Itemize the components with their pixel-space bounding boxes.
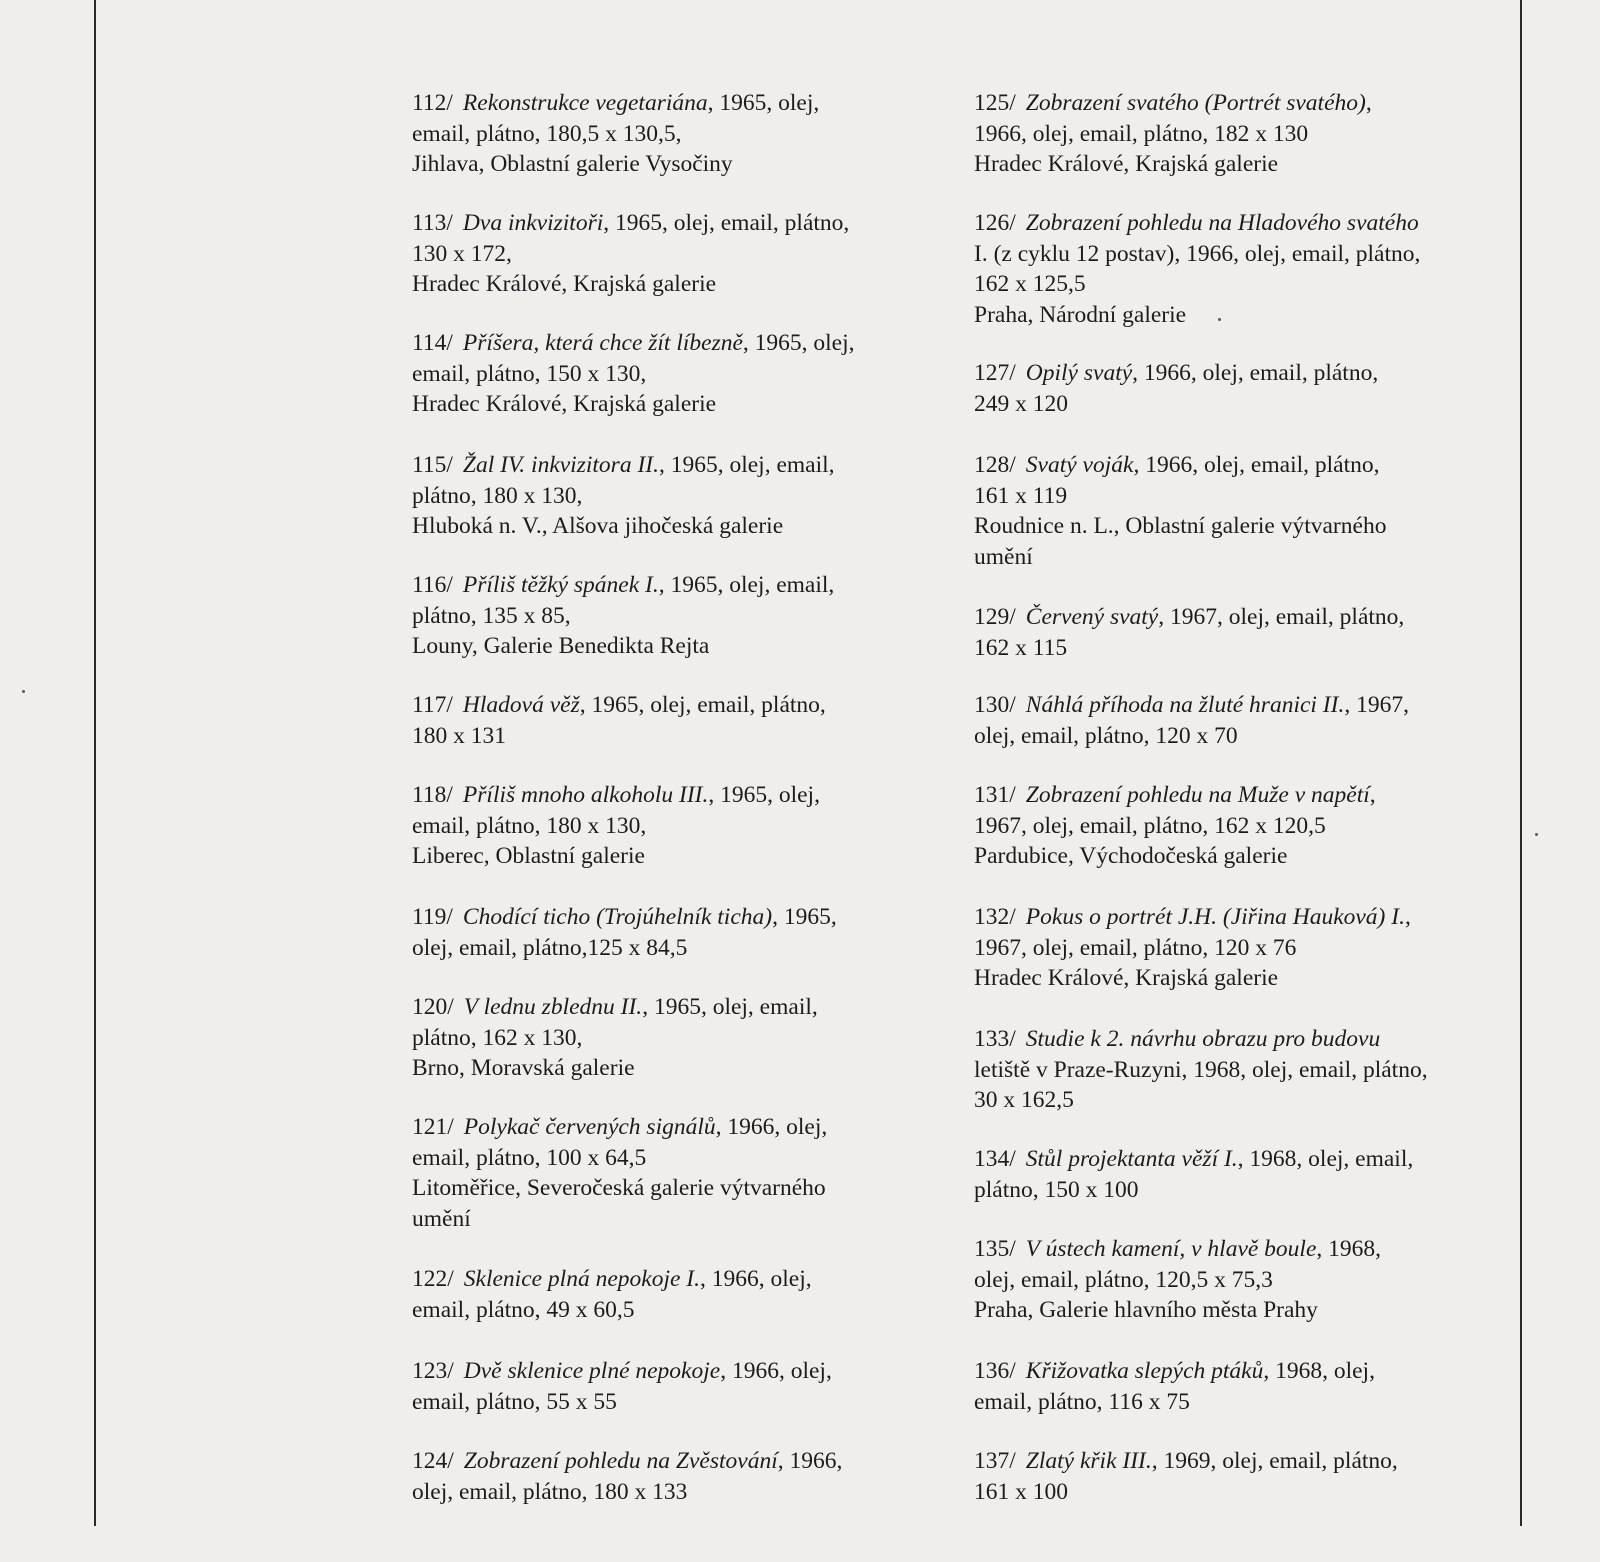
catalogue-entry: 128/ Svatý voják, 1966, olej, email, plátno, 161 x 119 Roudnice n. L., Oblastní galerie výtvarného umění <box>974 452 1387 570</box>
catalogue-entry: 124/ Zobrazení pohledu na Zvěstování, 1966, olej, email, plátno, 180 x 133 <box>412 1448 843 1505</box>
catalogue-entry: 135/ V ústech kamení, v hlavě boule, 1968, olej, email, plátno, 120,5 x 75,3 Praha, Galerie hlavního města Prahy <box>974 1236 1382 1323</box>
catalogue-entry: 119/ Chodící ticho (Trojúhelník ticha), 1965, olej, email, plátno,125 x 84,5 <box>412 904 837 961</box>
paper-speck <box>22 690 25 693</box>
catalogue-entry: 127/ Opilý svatý, 1966, olej, email, plátno, 249 x 120 <box>974 360 1379 417</box>
catalogue-entry: 126/ Zobrazení pohledu na Hladového svatého I. (z cyklu 12 postav), 1966, olej, email, plátno, 162 x 125,5 Praha, Národní galerie <box>974 210 1421 328</box>
catalogue-entry: 116/ Příliš těžký spánek I., 1965, olej, email, plátno, 135 x 85, Louny, Galerie Benedikta Rejta <box>412 572 835 659</box>
catalogue-entry: 120/ V lednu zblednu II., 1965, olej, email, plátno, 162 x 130, Brno, Moravská galerie <box>412 994 818 1081</box>
catalogue-entry: 123/ Dvě sklenice plné nepokoje, 1966, olej, email, plátno, 55 x 55 <box>412 1358 832 1415</box>
catalogue-entry: 121/ Polykač červených signálů, 1966, olej, email, plátno, 100 x 64,5 Litoměřice, Severočeská galerie výtvarného umění <box>412 1114 828 1232</box>
catalogue-entry: 130/ Náhlá příhoda na žluté hranici II., 1967, olej, email, plátno, 120 x 70 <box>974 692 1409 749</box>
left-margin-rule <box>94 0 96 1526</box>
catalogue-entry: 132/ Pokus o portrét J.H. (Jiřina Hauková) I., 1967, olej, email, plátno, 120 x 76 Hradec Králové, Krajská galerie <box>974 904 1411 991</box>
catalogue-entry: 112/ Rekonstrukce vegetariána, 1965, olej, email, plátno, 180,5 x 130,5, Jihlava, Oblastní galerie Vysočiny <box>412 90 820 177</box>
catalogue-entry: 118/ Příliš mnoho alkoholu III., 1965, olej, email, plátno, 180 x 130, Liberec, Oblastní galerie <box>412 782 820 869</box>
catalogue-entry: 122/ Sklenice plná nepokoje I., 1966, olej, email, plátno, 49 x 60,5 <box>412 1266 812 1323</box>
catalogue-entry: 129/ Červený svatý, 1967, olej, email, plátno, 162 x 115 <box>974 604 1405 661</box>
catalogue-entry: 113/ Dva inkvizitoři, 1965, olej, email, plátno, 130 x 172, Hradec Králové, Krajská galerie <box>412 210 850 297</box>
catalogue-entry: 133/ Studie k 2. návrhu obrazu pro budovu letiště v Praze-Ruzyni, 1968, olej, email, plátno, 30 x 162,5 <box>974 1026 1428 1113</box>
right-margin-rule <box>1520 0 1522 1526</box>
catalogue-entry: 125/ Zobrazení svatého (Portrét svatého), 1966, olej, email, plátno, 182 x 130 Hradec Králové, Krajská galerie <box>974 90 1372 177</box>
paper-speck <box>1535 833 1538 836</box>
catalogue-entry: 134/ Stůl projektanta věží I., 1968, olej, email, plátno, 150 x 100 <box>974 1146 1414 1203</box>
catalogue-entry: 136/ Křižovatka slepých ptáků, 1968, olej, email, plátno, 116 x 75 <box>974 1358 1375 1415</box>
catalogue-entry: 117/ Hladová věž, 1965, olej, email, plátno, 180 x 131 <box>412 692 826 749</box>
catalogue-entry: 131/ Zobrazení pohledu na Muže v napětí, 1967, olej, email, plátno, 162 x 120,5 Pardubice, Východočeská galerie <box>974 782 1376 869</box>
catalogue-entry: 115/ Žal IV. inkvizitora II., 1965, olej, email, plátno, 180 x 130, Hluboká n. V., Alšova jihočeská galerie <box>412 452 835 539</box>
catalogue-entry: 114/ Příšera, která chce žít líbezně, 1965, olej, email, plátno, 150 x 130, Hradec Králové, Krajská galerie <box>412 330 855 417</box>
catalogue-entry: 137/ Zlatý křik III., 1969, olej, email, plátno, 161 x 100 <box>974 1448 1398 1505</box>
